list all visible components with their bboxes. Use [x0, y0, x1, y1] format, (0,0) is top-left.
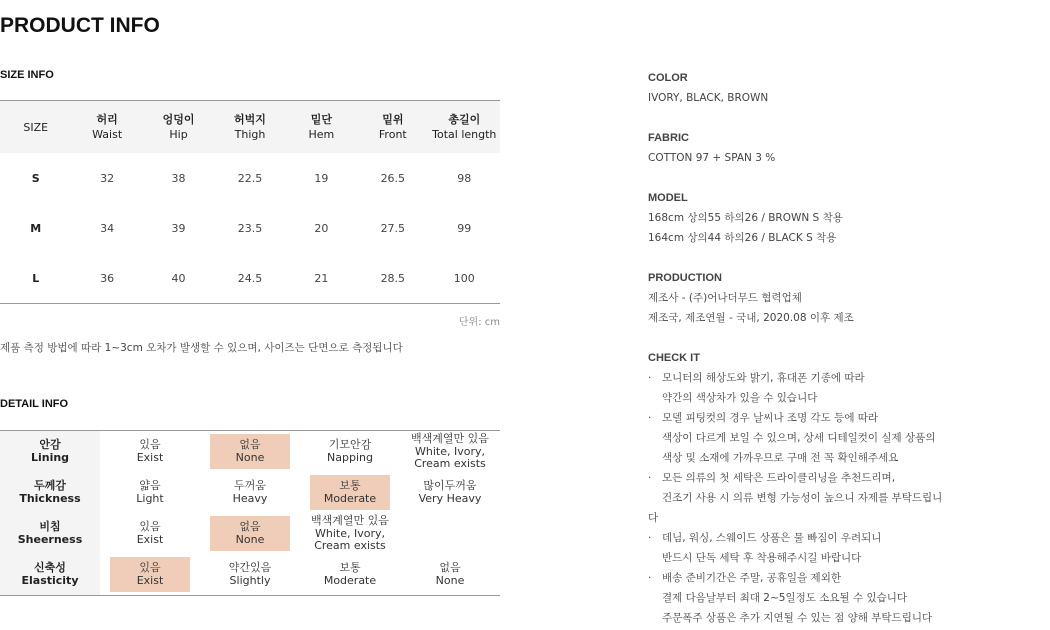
detail-option: [200, 513, 300, 554]
color-heading: COLOR: [648, 72, 688, 84]
check-item-cont: 색상이 다르게 보일 수 있으며, 상세 디테일컷이 실제 상품의: [662, 432, 936, 444]
model-heading: MODEL: [648, 192, 688, 204]
product-details-panel: [648, 70, 1038, 630]
detail-option: [300, 431, 400, 472]
total-length-header: [429, 101, 500, 154]
check-item-cont: 반드시 단독 세탁 후 착용해주시길 바랍니다: [662, 552, 862, 564]
table-cell: 34: [100, 221, 115, 235]
detail-label-en: Thickness: [19, 491, 81, 505]
detail-option: [400, 431, 500, 472]
check-item-cont: 색상 및 소재에 가까우므로 구매 전 꼭 확인해주세요: [662, 452, 899, 464]
detail-label: [0, 472, 100, 513]
table-cell: 24.5: [237, 271, 263, 285]
table-cell: 38: [171, 171, 186, 185]
table-cell: 98: [457, 171, 472, 185]
detail-option-en: Very Heavy: [418, 491, 482, 505]
hem-header-ko: 밑단: [310, 113, 333, 126]
front-header-ko: 밑위: [382, 113, 404, 126]
waist-header: [71, 101, 142, 154]
table-cell: 32: [100, 171, 115, 185]
detail-option-ko: 보통: [339, 561, 361, 574]
waist-header-en: Waist: [92, 128, 123, 141]
detail-option-box: [210, 557, 290, 592]
table-cell: 28.5: [380, 271, 406, 285]
table-cell: 36: [100, 271, 115, 285]
detail-option-selected: [110, 557, 190, 592]
table-row: [0, 253, 500, 304]
detail-option-ko: 없음: [239, 520, 261, 533]
detail-option-en: None: [235, 450, 265, 464]
table-cell: 27.5: [380, 221, 406, 235]
hip-header-en: Hip: [169, 128, 188, 141]
detail-option-ko: 백색계열만 있음: [411, 432, 489, 446]
detail-option-ko: 두꺼움: [234, 479, 266, 492]
table-row: [0, 203, 500, 253]
detail-row: [0, 472, 500, 513]
detail-option-box: [310, 557, 390, 592]
color-value: IVORY, BLACK, BROWN: [648, 92, 769, 104]
detail-option-ko: 있음: [139, 438, 161, 451]
size-cell: S: [31, 171, 40, 185]
detail-option-box: [402, 432, 498, 471]
detail-label-ko: 안감: [39, 438, 61, 451]
detail-option-box: [410, 475, 490, 510]
detail-option-en: None: [235, 532, 265, 546]
detail-option-ko: 보통: [339, 479, 361, 492]
size-header-en: SIZE: [23, 120, 49, 134]
check-item: · 모든 의류의 첫 세탁은 드라이클리닝을 추천드리며,: [648, 470, 1038, 490]
detail-label: [0, 431, 100, 472]
detail-label: [0, 554, 100, 595]
detail-option-ko: 많이두꺼움: [423, 479, 477, 492]
detail-option-en: Slightly: [229, 573, 271, 587]
total-length-header-en: Total length: [432, 128, 497, 141]
detail-option-ko: 없음: [439, 561, 461, 574]
detail-info-heading: DETAIL INFO: [0, 398, 69, 410]
detail-option-box: [410, 516, 490, 551]
detail-label-en: Lining: [30, 450, 70, 464]
detail-option: [400, 513, 500, 554]
detail-option: [100, 431, 200, 472]
detail-option-ko: 기모안감: [328, 438, 372, 451]
table-cell: 21: [314, 271, 329, 285]
detail-option: [300, 513, 400, 554]
hip-header: [143, 101, 214, 154]
table-row: [0, 153, 500, 203]
check-item-cont: 주문폭주 상품은 추가 지연될 수 있는 점 양해 부탁드립니다: [662, 612, 933, 624]
unit-label: 단위: cm: [458, 317, 500, 328]
detail-option-selected: [210, 434, 290, 469]
size-header: [0, 101, 71, 154]
table-cell: 20: [314, 221, 329, 235]
detail-row: [0, 554, 500, 595]
detail-option-en: Exist: [136, 532, 164, 546]
detail-option-ko: 백색계열만 있음: [311, 514, 389, 528]
model-line: 164cm 상의44 하의26 / BLACK S 착용: [648, 232, 837, 244]
detail-row: [0, 513, 500, 554]
check-item-cont: 결제 다음날부터 최대 2~5일정도 소요될 수 있습니다: [662, 592, 908, 604]
total-length-header-ko: 총길이: [448, 113, 481, 126]
table-cell: 22.5: [237, 171, 263, 185]
production-line: 제조사 - (주)어나더무드 협력업체: [648, 292, 802, 304]
thigh-header-ko: 허벅지: [234, 113, 266, 126]
detail-option-en: Cream exists: [314, 539, 386, 553]
detail-option-ko: 얇음: [139, 479, 161, 492]
detail-label-ko: 비침: [39, 520, 61, 533]
thigh-header: [214, 101, 285, 154]
detail-option-box: [302, 514, 398, 553]
detail-label-ko: 두께감: [34, 479, 66, 492]
detail-option-box: [210, 475, 290, 510]
table-cell: 26.5: [380, 171, 406, 185]
detail-label-en: Sheerness: [17, 532, 83, 546]
detail-table: [0, 430, 500, 596]
production-heading: PRODUCTION: [648, 272, 722, 284]
detail-option-ko: 없음: [239, 438, 261, 451]
detail-option-ko: 있음: [139, 561, 161, 574]
table-cell: 19: [314, 171, 329, 185]
detail-option-en: Exist: [136, 450, 164, 464]
detail-option: [100, 554, 200, 595]
detail-option-en: Moderate: [323, 573, 377, 587]
detail-option-en: Cream exists: [414, 457, 486, 471]
table-cell: 39: [171, 221, 186, 235]
table-cell: 23.5: [237, 221, 263, 235]
detail-option: [200, 472, 300, 513]
waist-header-ko: 허리: [96, 113, 118, 126]
check-item: · 모델 피팅컷의 경우 날씨나 조명 각도 등에 따라: [648, 410, 1038, 430]
hem-header-en: Hem: [308, 128, 335, 141]
detail-option-en: None: [435, 573, 465, 587]
detail-option: [400, 472, 500, 513]
detail-option-box: [110, 434, 190, 469]
detail-option-box: [110, 516, 190, 551]
detail-option: [300, 472, 400, 513]
detail-option-en: Heavy: [232, 491, 268, 505]
size-table: [0, 100, 500, 304]
detail-option: [300, 554, 400, 595]
detail-row: [0, 431, 500, 472]
detail-option-en: Exist: [136, 573, 164, 587]
detail-option-en: White, Ivory,: [415, 444, 485, 458]
fabric-value: COTTON 97 + SPAN 3 %: [648, 152, 776, 164]
table-cell: 99: [457, 221, 472, 235]
size-cell: L: [32, 271, 40, 285]
detail-option: [200, 431, 300, 472]
measurement-note: 제품 측정 방법에 따라 1~3cm 오차가 발생할 수 있으며, 사이즈는 단면으로 측정됩니다: [0, 342, 403, 354]
hem-header: [286, 101, 357, 154]
detail-option-en: Light: [136, 491, 164, 505]
detail-option: [100, 513, 200, 554]
fabric-heading: FABRIC: [648, 132, 689, 144]
detail-option: [200, 554, 300, 595]
detail-option-ko: 있음: [139, 520, 161, 533]
size-info-heading: SIZE INFO: [0, 69, 54, 81]
table-cell: 100: [453, 271, 475, 285]
detail-label-en: Elasticity: [21, 573, 79, 587]
detail-option-box: [110, 475, 190, 510]
detail-option: [400, 554, 500, 595]
check-item-cont: 다: [648, 512, 659, 524]
front-header-en: Front: [378, 128, 407, 141]
detail-option-selected: [210, 516, 290, 551]
detail-option: [100, 472, 200, 513]
front-header: [357, 101, 428, 154]
detail-option-en: White, Ivory,: [315, 526, 385, 540]
check-item-cont: 약간의 색상차가 있을 수 있습니다: [662, 392, 818, 404]
check-item-cont: 건조기 사용 시 의류 변형 가능성이 높으니 자제를 부탁드립니: [662, 492, 943, 504]
production-line: 제조국, 제조연월 - 국내, 2020.08 이후 제조: [648, 312, 854, 324]
model-line: 168cm 상의55 하의26 / BROWN S 착용: [648, 212, 843, 224]
size-cell: M: [30, 221, 42, 235]
detail-option-box: [310, 434, 390, 469]
check-it-heading: CHECK IT: [648, 352, 700, 364]
check-item: · 배송 준비기간은 주말, 공휴일을 제외한: [648, 570, 1038, 590]
detail-option-selected: [310, 475, 390, 510]
table-cell: 40: [171, 271, 186, 285]
detail-option-en: Napping: [327, 450, 373, 464]
detail-option-box: [410, 557, 490, 592]
detail-option-en: Moderate: [323, 491, 377, 505]
page-title: PRODUCT INFO: [0, 14, 160, 37]
check-item: · 모니터의 해상도와 밝기, 휴대폰 기종에 따라: [648, 370, 1038, 390]
check-item: · 데님, 워싱, 스웨이드 상품은 물 빠짐이 우려되니: [648, 530, 1038, 550]
hip-header-ko: 엉덩이: [162, 113, 195, 126]
detail-label: [0, 513, 100, 554]
detail-label-ko: 신축성: [34, 561, 66, 574]
detail-option-ko: 약간있음: [228, 561, 272, 574]
thigh-header-en: Thigh: [234, 128, 266, 141]
